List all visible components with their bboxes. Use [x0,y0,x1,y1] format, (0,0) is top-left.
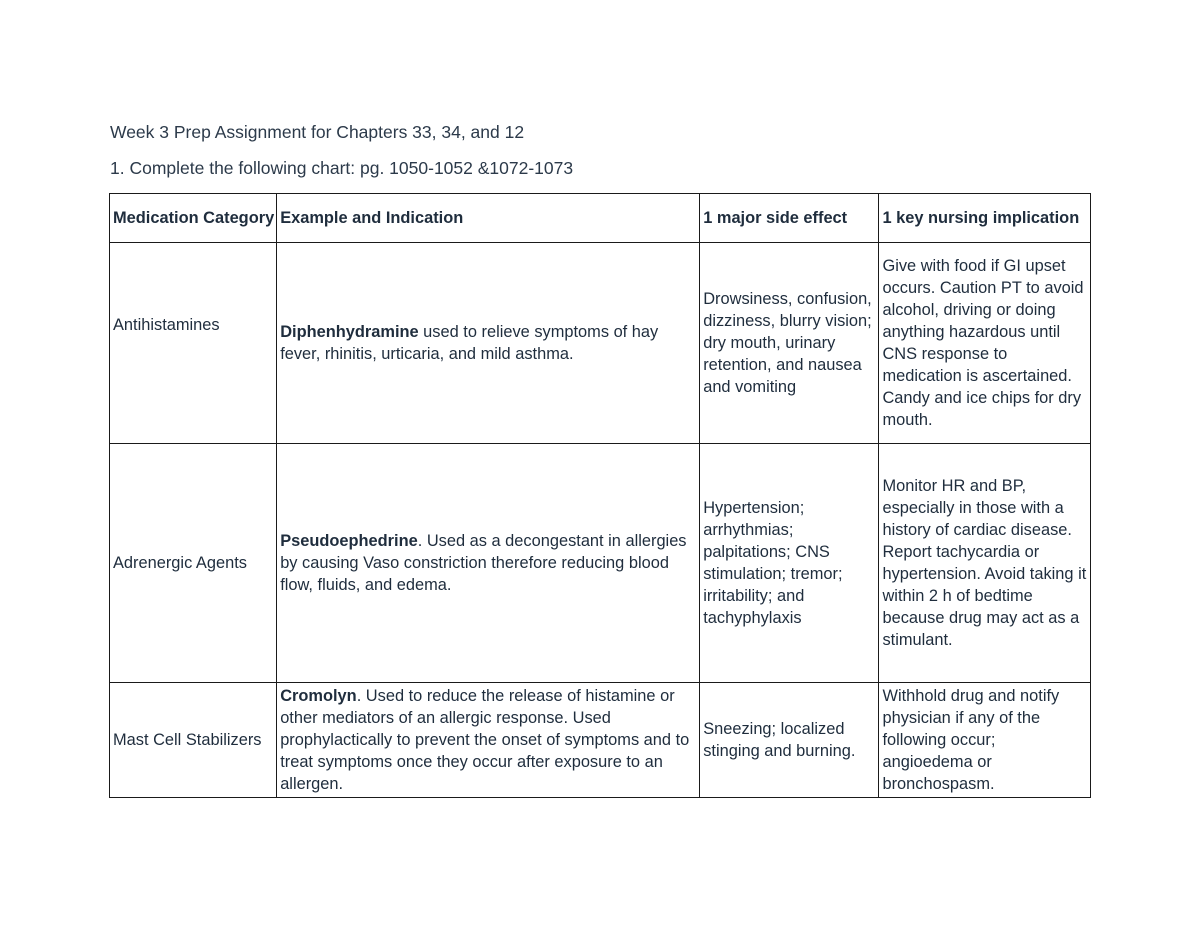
side-effect-cell [700,444,879,683]
table-row [110,243,1091,444]
example-cell [277,243,700,444]
category-cell [110,243,277,444]
category-text: Adrenergic Agents [113,554,247,572]
implication-cell [879,444,1091,683]
category-cell [110,444,277,683]
side-effect-cell [700,243,879,444]
chart-instruction: 1. Complete the following chart: pg. 1050-1052 &1072-1073 [110,158,574,178]
drug-name: Diphenhydramine [280,323,419,341]
example-cell [277,444,700,683]
side-effect-text: Sneezing; localized stinging and burning. [703,720,856,760]
implication-text: Withhold drug and notify physician if any of the following occur; angioedema or bronchospasm. [882,687,1060,793]
header-nursing-implication: 1 key nursing implication [879,194,1091,243]
implication-cell [879,243,1091,444]
drug-name: Pseudoephedrine [280,532,418,550]
document-title: Week 3 Prep Assignment for Chapters 33, 34, and 12 [110,122,525,142]
header-example-indication: Example and Indication [277,194,700,243]
category-cell [110,683,277,798]
drug-indication: . Used to reduce the release of histamine or other mediators of an allergic response. Used prophylactically to prevent the onset of symptoms and to treat symptoms once they occur after exposure to an allergen. [280,687,690,793]
implication-text: Monitor HR and BP, especially in those with a history of cardiac disease. Report tachycardia or hypertension. Avoid taking it within 2 h of bedtime because drug may act as a stimulant. [882,477,1087,649]
medication-chart-table [109,193,1091,798]
category-text: Antihistamines [113,316,220,334]
side-effect-cell [700,683,879,798]
category-text: Mast Cell Stabilizers [113,731,262,749]
example-cell [277,683,700,798]
drug-indication: used to relieve symptoms of hay fever, rhinitis, urticaria, and mild asthma. [280,323,659,363]
side-effect-text: Drowsiness, confusion, dizziness, blurry vision; dry mouth, urinary retention, and nausea and vomiting [703,290,872,396]
implication-cell [879,683,1091,798]
header-side-effect: 1 major side effect [700,194,879,243]
drug-indication: . Used as a decongestant in allergies by causing Vaso constriction therefore reducing blood flow, fluids, and edema. [280,532,687,594]
side-effect-text: Hypertension; arrhythmias; palpitations; CNS stimulation; tremor; irritability; and tachyphylaxis [703,499,843,627]
table-row [110,444,1091,683]
drug-name: Cromolyn [280,687,357,705]
header-medication-category: Medication Category [110,194,277,243]
implication-text: Give with food if GI upset occurs. Caution PT to avoid alcohol, driving or doing anything hazardous until CNS response to medication is ascertained. Candy and ice chips for dry mouth. [882,257,1084,429]
table-header-row [110,194,1091,243]
table-row [110,683,1091,798]
